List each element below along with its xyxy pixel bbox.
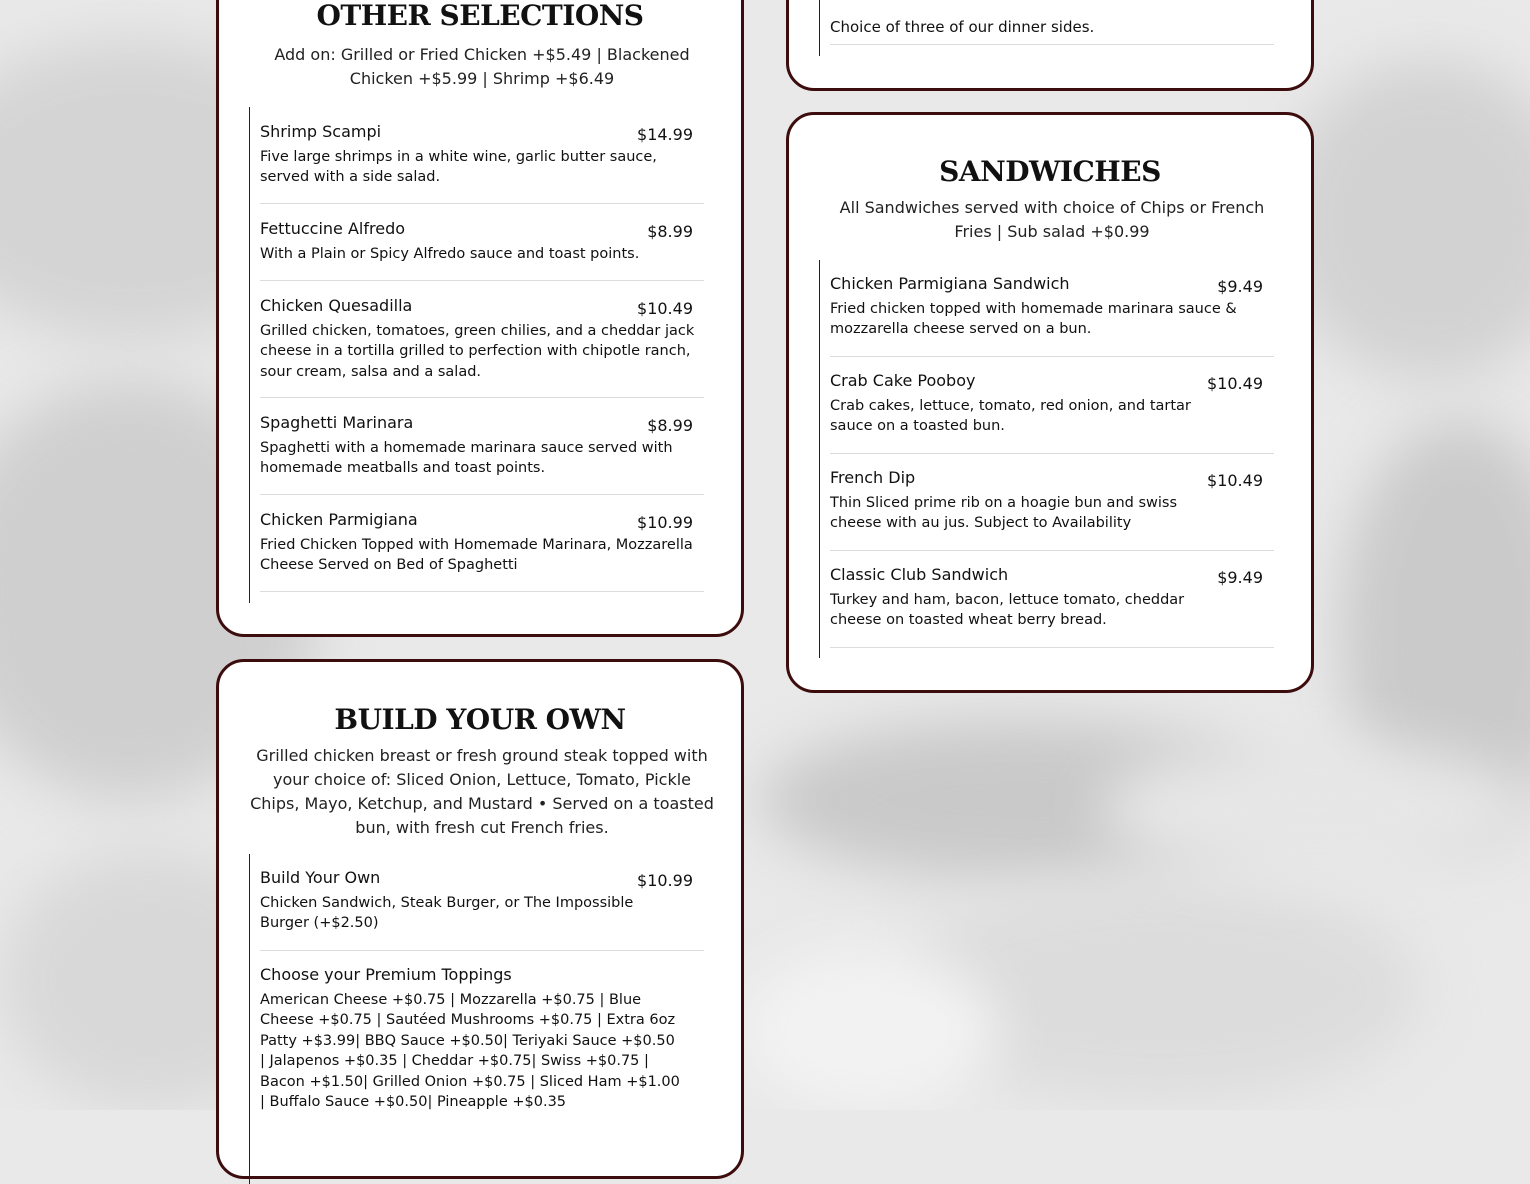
section-title: OTHER SELECTIONS <box>316 0 644 32</box>
item-price: $8.99 <box>647 416 693 435</box>
item-price: $10.99 <box>637 871 693 890</box>
item-name: Choose your Premium Toppings <box>260 965 512 984</box>
menu-item <box>260 281 704 398</box>
build-your-own-items <box>249 854 704 1184</box>
item-description: Grilled chicken, tomatoes, green chilies, and a cheddar jack cheese in a tortilla grilled to perfection with chipotle ranch, sour cream, salsa and a salad. <box>260 323 695 380</box>
item-name: Chicken Quesadilla <box>260 296 413 315</box>
menu-item <box>830 551 1274 648</box>
menu-item <box>260 854 704 951</box>
item-description: Five large shrimps in a white wine, garlic butter sauce, served with a side salad. <box>260 149 657 186</box>
item-description: Turkey and ham, bacon, lettuce tomato, cheddar cheese on toasted wheat berry bread. <box>830 592 1185 629</box>
item-description: Thin Sliced prime rib on a hoagie bun and swiss cheese with au jus. Subject to Availability <box>830 495 1178 532</box>
item-name: Spaghetti Marinara <box>260 413 414 432</box>
section-subtitle: Grilled chicken breast or fresh ground steak topped with your choice of: Sliced Onion, Lettuce, Tomato, Pickle Chips, Mayo, Ketchup, and Mustard • Served on a toasted bun, with fresh cut French fries. <box>250 746 714 837</box>
sides-items <box>819 0 1274 56</box>
section-title: SANDWICHES <box>939 155 1161 188</box>
other-selections-card <box>216 0 744 637</box>
item-description: Fried Chicken Topped with Homemade Marinara, Mozzarella Cheese Served on Bed of Spaghetti <box>260 537 693 574</box>
sandwiches-card <box>786 112 1314 693</box>
section-subtitle: All Sandwiches served with choice of Chips or French Fries | Sub salad +$0.99 <box>839 198 1265 241</box>
item-name: Chicken Parmigiana Sandwich <box>830 274 1070 293</box>
menu-item <box>260 398 704 495</box>
item-price: $10.49 <box>637 299 693 318</box>
menu-item <box>830 454 1274 551</box>
item-description: Chicken Sandwich, Steak Burger, or The Impossible Burger (+$2.50) <box>260 895 634 932</box>
section-subtitle: Add on: Grilled or Fried Chicken +$5.49 | Blackened Chicken +$5.99 | Shrimp +$6.49 <box>274 45 690 88</box>
item-description: Fried chicken topped with homemade marinara sauce & mozzarella cheese served on a bun. <box>830 301 1237 338</box>
menu-item <box>830 260 1274 357</box>
menu-item <box>260 107 704 204</box>
item-description: With a Plain or Spicy Alfredo sauce and toast points. <box>260 246 640 262</box>
section-title: BUILD YOUR OWN <box>334 703 626 736</box>
item-name: Crab Cake Pooboy <box>830 371 976 390</box>
build-your-own-card <box>216 659 744 1179</box>
menu-item <box>260 951 704 1151</box>
item-description: Spaghetti with a homemade marinara sauce served with homemade meatballs and toast points. <box>260 440 673 477</box>
sides-card <box>786 0 1314 91</box>
item-price: $10.49 <box>1207 471 1263 490</box>
item-price: $8.99 <box>647 222 693 241</box>
item-name: Fettuccine Alfredo <box>260 219 406 238</box>
item-name: Build Your Own <box>260 868 381 887</box>
item-price: $9.49 <box>1217 277 1263 296</box>
other-selections-items <box>249 107 704 603</box>
item-name: Chicken Parmigiana <box>260 510 418 529</box>
item-name: Shrimp Scampi <box>260 122 382 141</box>
menu-item <box>260 495 704 592</box>
item-description: Crab cakes, lettuce, tomato, red onion, and tartar sauce on a toasted bun. <box>830 398 1191 435</box>
menu-item <box>830 357 1274 454</box>
sandwiches-items <box>819 260 1274 658</box>
item-price: $9.49 <box>1217 568 1263 587</box>
item-price: $10.99 <box>637 513 693 532</box>
item-description: American Cheese +$0.75 | Mozzarella +$0.75 | Blue Cheese +$0.75 | Sautéed Mushrooms +$0.75 | Extra 6oz Patty +$3.99| BBQ Sauce +$0.50| Teriyaki Sauce +$0.50 | Jalapenos +$0.35 | Cheddar +$0.75| Swiss +$0.75 | Bacon +$1.50| Grilled Onion +$0.75 | Sliced Ham +$1.00 | Buffalo Sauce +$0.50| Pineapple +$0.35 <box>260 992 680 1111</box>
menu-item <box>830 0 1274 45</box>
item-price: $10.49 <box>1207 374 1263 393</box>
menu-item <box>260 204 704 281</box>
item-name: French Dip <box>830 468 916 487</box>
item-description: Choice of three of our dinner sides. <box>830 18 1095 36</box>
item-name: Classic Club Sandwich <box>830 565 1009 584</box>
item-price: $14.99 <box>637 125 693 144</box>
